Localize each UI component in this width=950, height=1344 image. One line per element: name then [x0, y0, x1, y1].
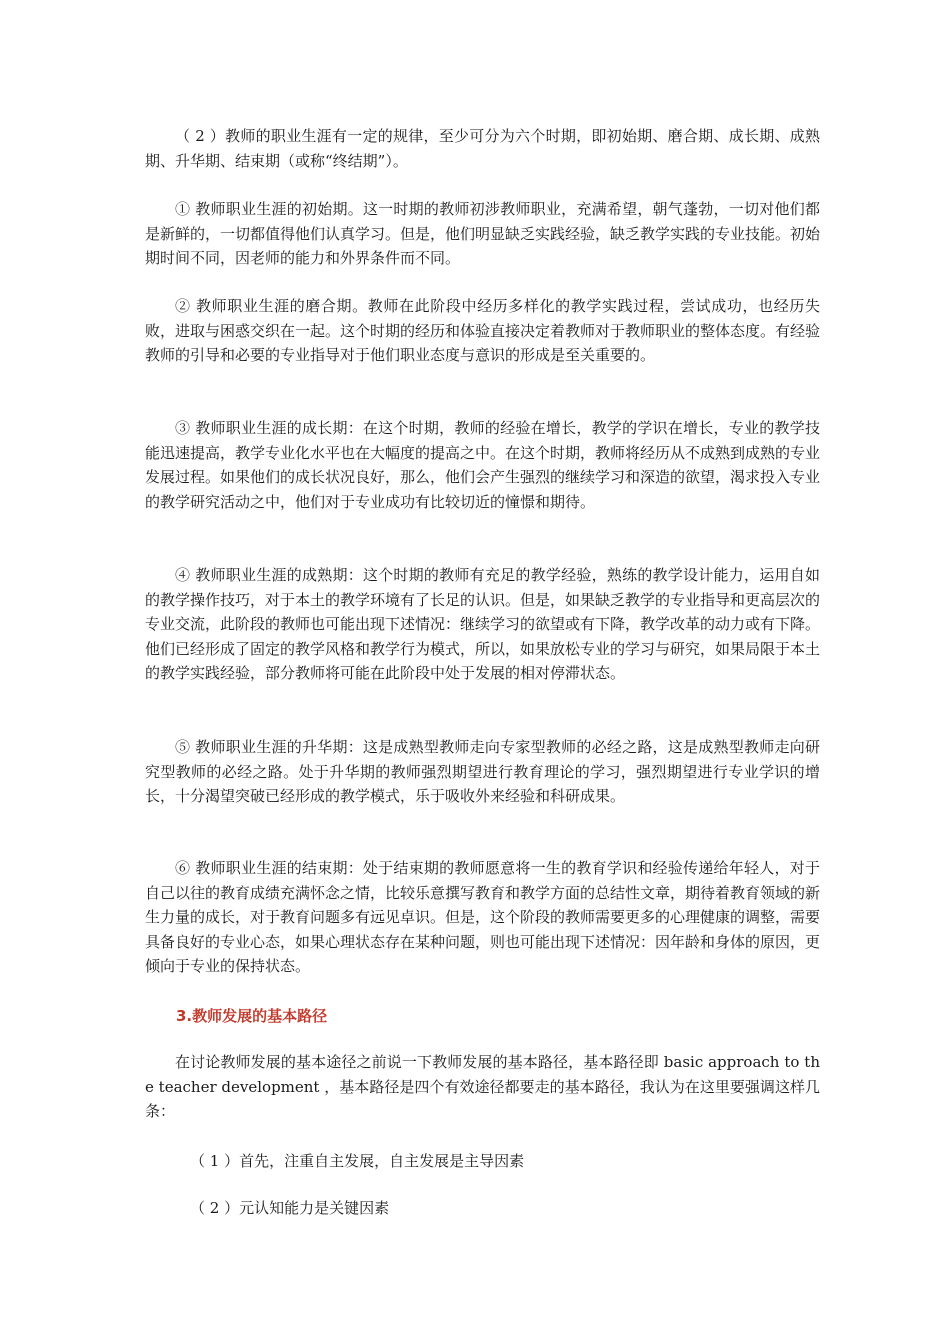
paragraph-initial-stage: ① 教师职业生涯的初始期。这一时期的教师初涉教师职业，充满希望，朝气蓬勃，一切对他们都是新鲜的，一切都值得他们认真学习。但是，他们明显缺乏实践经验，缺乏教学实践的专业技能。初始期时间不同，因老师的能力和外界条件而不同。 — [145, 200, 821, 267]
section-heading: 3.教师发展的基本路径 — [176, 1007, 328, 1025]
list-item-metacognition: （ 2 ）元认知能力是关键因素 — [190, 1199, 390, 1217]
paragraph-sublimation-stage: ⑤ 教师职业生涯的升华期：这是成熟型教师走向专家型教师的必经之路，这是成熟型教师走向研究型教师的必经之路。处于升华期的教师强烈期望进行教育理论的学习，强烈期望进行专业学识的增长，十分渴望突破已经形成的教学模式，乐于吸收外来经验和科研成果。 — [145, 738, 820, 805]
paragraph-growth-stage: ③ 教师职业生涯的成长期：在这个时期，教师的经验在增长，教学的学识在增长，专业的教学技能迅速提高，教学专业化水平也在大幅度的提高之中。在这个时期，教师将经历从不成熟到成熟的专业发展过程。如果他们的成长状况良好，那么，他们会产生强烈的继续学习和深造的欲望，渴求投入专业的教学研究活动之中，他们对于专业成功有比较切近的憧憬和期待。 — [145, 419, 821, 511]
paragraph-career-stages-intro: （ 2 ）教师的职业生涯有一定的规律，至少可分为六个时期，即初始期、磨合期、成长期、成熟期、升华期、结束期（或称“终结期”）。 — [145, 127, 820, 170]
paragraph-adjustment-stage: ② 教师职业生涯的磨合期。教师在此阶段中经历多样化的教学实践过程，尝试成功，也经历失败，进取与困惑交织在一起。这个时期的经历和体验直接决定着教师对于教师职业的整体态度。有经验教师的引导和必要的专业指导对于他们职业态度与意识的形成是至关重要的。 — [145, 297, 821, 364]
paragraph-mature-stage: ④ 教师职业生涯的成熟期：这个时期的教师有充足的教学经验，熟练的教学设计能力，运用自如的教学操作技巧，对于本土的教学环境有了长足的认识。但是，如果缺乏教学的专业指导和更高层次的专业交流，此阶段的教师也可能出现下述情况：继续学习的欲望或有下降，教学改革的动力或有下降。他们已经形成了固定的教学风格和教学行为模式，所以，如果放松专业的学习与研究，如果局限于本土的教学实践经验，部分教师将可能在此阶段中处于发展的相对停滞状态。 — [145, 566, 821, 682]
paragraph-final-stage: ⑥ 教师职业生涯的结束期：处于结束期的教师愿意将一生的教育学识和经验传递给年轻人，对于自己以往的教育成绩充满怀念之情，比较乐意撰写教育和教学方面的总结性文章，期待着教育领域的新生力量的成长，对于教育问题多有远见卓识。但是，这个阶段的教师需要更多的心理健康的调整，需要具备良好的专业心态，如果心理状态存在某种问题，则也可能出现下述情况：因年龄和身体的原因，更倾向于专业的保持状态。 — [145, 859, 821, 975]
paragraph-basic-approach: 在讨论教师发展的基本途径之前说一下教师发展的基本路径，基本路径即 basic approach to the teacher development ，基本路径是四个有效途径都要走的基本路径，我认为在这里要强调这样几条： — [145, 1053, 820, 1120]
list-item-autonomous-development: （ 1 ）首先，注重自主发展，自主发展是主导因素 — [190, 1152, 525, 1170]
